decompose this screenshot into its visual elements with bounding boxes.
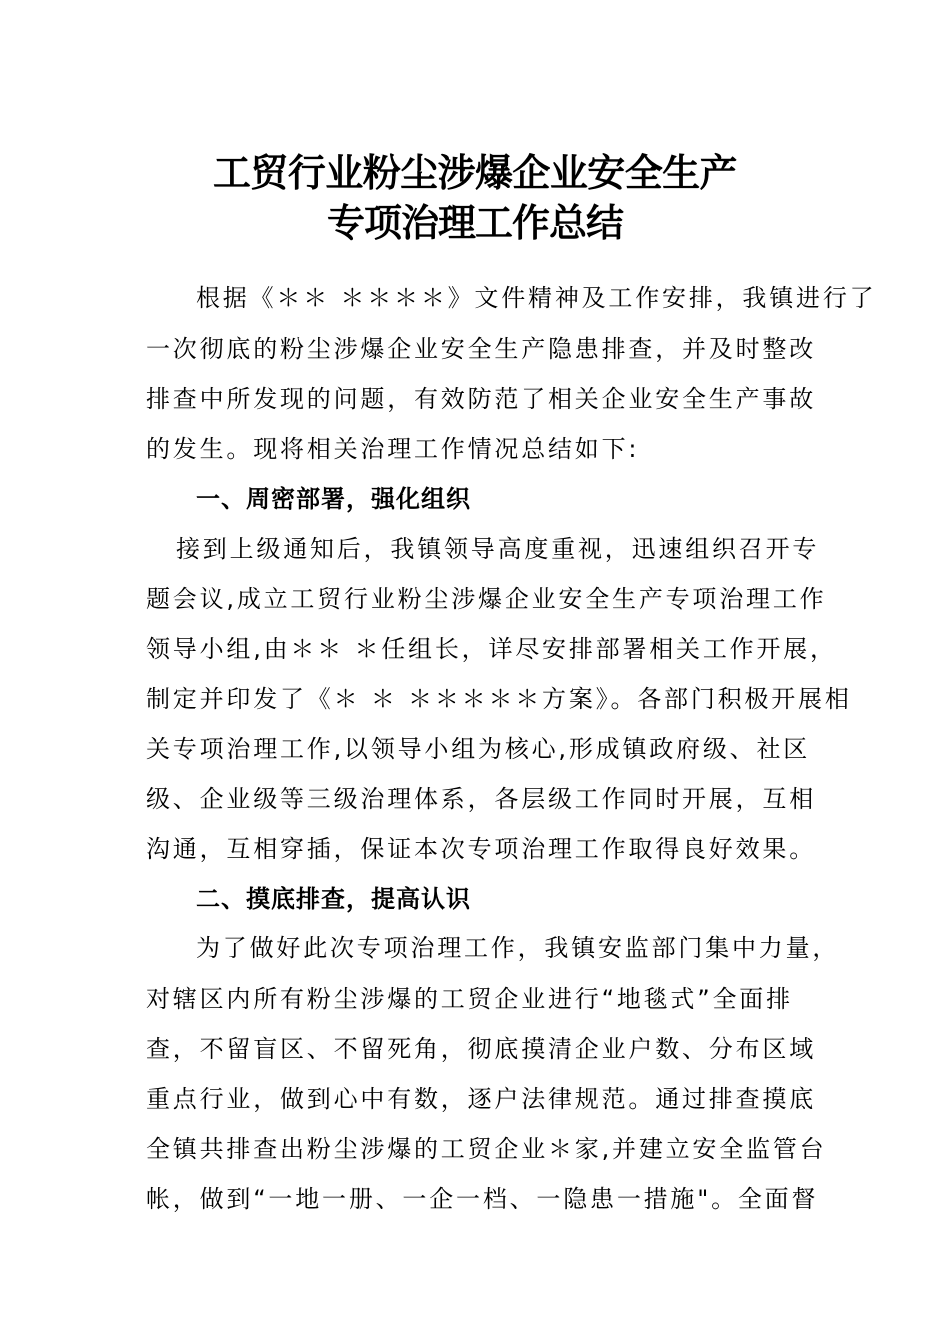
document-title-line-1: 工贸行业粉尘涉爆企业安全生产 — [212, 150, 737, 195]
document-title-line-2: 专项治理工作总结 — [326, 200, 623, 245]
section-1-line-2: 题会议,成立工贸行业粉尘涉爆企业安全生产专项治理工作 — [146, 585, 827, 613]
intro-line-1: 根据《＊＊ ＊＊＊＊》文件精神及工作安排，我镇进行了 — [196, 284, 877, 312]
section-1-line-1: 接到上级通知后，我镇领导高度重视，迅速组织召开专 — [176, 535, 820, 563]
section-1-line-5: 关专项治理工作,以领导小组为核心,形成镇政府级、社区 — [146, 735, 811, 763]
intro-line-2: 一次彻底的粉尘涉爆企业安全生产隐患排查，并及时整改 — [146, 335, 816, 363]
section-2-line-4: 重点行业，做到心中有数，逐户法律规范。通过排查摸底 — [146, 1085, 816, 1113]
section-1-line-7: 沟通，互相穿插，保证本次专项治理工作取得良好效果。 — [146, 835, 816, 863]
section-1-line-3: 领导小组,由＊＊ ＊任组长，详尽安排部署相关工作开展， — [146, 635, 837, 663]
section-2-line-5: 全镇共排查出粉尘涉爆的工贸企业＊家,并建立安全监管台 — [146, 1135, 827, 1163]
section-2-heading: 二、摸底排查，提高认识 — [196, 885, 471, 913]
section-1-line-6: 级、企业级等三级治理体系，各层级工作同时开展，互相 — [146, 785, 816, 813]
section-2-line-3: 查，不留盲区、不留死角，彻底摸清企业户数、分布区域 — [146, 1035, 816, 1063]
section-2-line-2: 对辖区内所有粉尘涉爆的工贸企业进行“地毯式”全面排 — [146, 985, 793, 1013]
section-1-line-4: 制定并印发了《＊ ＊ ＊＊＊＊＊方案》。各部门积极开展相 — [146, 685, 852, 713]
intro-line-4: 的发生。现将相关治理工作情况总结如下: — [146, 435, 640, 463]
section-2-line-6: 帐，做到“一地一册、一企一档、一隐患一措施"。全面督 — [146, 1185, 819, 1213]
section-1-heading: 一、周密部署，强化组织 — [196, 485, 471, 513]
section-2-line-1: 为了做好此次专项治理工作，我镇安监部门集中力量， — [196, 934, 840, 962]
intro-line-3: 排查中所发现的问题，有效防范了相关企业安全生产事故 — [146, 385, 816, 413]
